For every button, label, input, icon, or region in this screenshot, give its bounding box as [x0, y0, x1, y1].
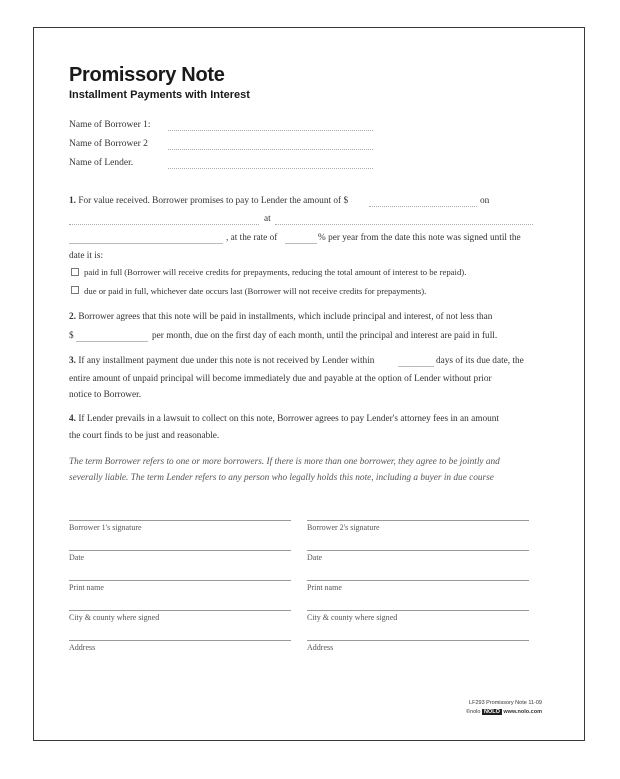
- para3-line1-post: days of its due date, the: [436, 356, 524, 366]
- footer-brand-line: [400, 709, 542, 715]
- borrower1-city-label: City & county where signed: [69, 613, 160, 622]
- borrower2-address-label: Address: [307, 643, 334, 652]
- para3-line1: [69, 357, 374, 366]
- para3-text: If any installment payment due under this note is not received by Lender within: [78, 356, 375, 366]
- borrower1-date-line[interactable]: [69, 550, 291, 551]
- borrower1-label: Name of Borrower 1:: [69, 120, 151, 130]
- para1-at: at: [264, 214, 271, 224]
- para4-text: If Lender prevails in a lawsuit to collect on this note, Borrower agrees to pay Lender's attorney fees in an amount: [78, 414, 499, 424]
- lender-name-field[interactable]: [168, 168, 373, 169]
- borrower1-print-name-line[interactable]: [69, 580, 291, 581]
- para2-text: Borrower agrees that this note will be paid in installments, which include principal and interest, of not less than: [78, 312, 493, 322]
- borrower1-date-label: Date: [69, 553, 85, 562]
- copyright: ©nolo: [465, 709, 481, 715]
- loan-date-field[interactable]: [69, 243, 223, 244]
- para2-dollar: $: [69, 331, 74, 341]
- para3-line3: notice to Borrower.: [69, 390, 142, 400]
- rate-pre: , at the rate of: [226, 233, 278, 243]
- para3-number: 3.: [69, 356, 76, 366]
- date-field[interactable]: [69, 224, 259, 225]
- borrower1-address-label: Address: [69, 643, 96, 652]
- option2-label: due or paid in full, whichever date occurs last (Borrower will not receive credits for prepayments).: [84, 286, 427, 296]
- para1-line1: [69, 197, 348, 206]
- borrower2-label: Name of Borrower 2: [69, 139, 148, 149]
- due-or-paid-checkbox[interactable]: [71, 286, 79, 294]
- borrower2-signature-line[interactable]: [307, 520, 529, 521]
- amount-field[interactable]: [369, 206, 477, 207]
- grace-days-field[interactable]: [398, 366, 434, 367]
- borrower1-address-line[interactable]: [69, 640, 291, 641]
- borrower2-print-name-label: Print name: [307, 583, 342, 592]
- page-subtitle: Installment Payments with Interest: [69, 89, 250, 101]
- borrower2-city-label: City & county where signed: [307, 613, 398, 622]
- installment-amount-field[interactable]: [76, 341, 148, 342]
- borrower1-signature-line[interactable]: [69, 520, 291, 521]
- borrower2-print-name-line[interactable]: [307, 580, 529, 581]
- rate-post: % per year from the date this note was signed until the: [318, 233, 521, 243]
- para2-number: 2.: [69, 312, 76, 322]
- borrower2-address-line[interactable]: [307, 640, 529, 641]
- borrower1-name-field[interactable]: [168, 130, 373, 131]
- para4-line2: the court finds to be just and reasonable.: [69, 431, 220, 441]
- borrower1-print-name-label: Print name: [69, 583, 104, 592]
- para1-number: 1.: [69, 196, 76, 206]
- terms-note-line2: severally liable. The term Lender refers to any person who legally holds this note, including a buyer in due course: [69, 473, 494, 483]
- para2-line2: per month, due on the first day of each month, until the principal and interest are paid in full.: [152, 331, 498, 341]
- terms-note-line1: The term Borrower refers to one or more borrowers. If there is more than one borrower, they agree to be jointly and: [69, 457, 500, 467]
- para1-text: For value received. Borrower promises to pay to Lender the amount of $: [78, 196, 349, 206]
- borrower2-date-label: Date: [307, 553, 323, 562]
- rate-field[interactable]: [285, 243, 317, 244]
- lender-label: Name of Lender.: [69, 158, 134, 168]
- nolo-logo: NOLO: [483, 709, 500, 715]
- para1-line3: date it is:: [69, 251, 104, 261]
- form-id: LF293 Promissory Note 11-09: [469, 700, 542, 706]
- para3-line2: entire amount of unpaid principal will become immediately due and payable at the option of Lender without prior: [69, 374, 492, 384]
- para1-on: on: [480, 196, 490, 206]
- website-url: www.nolo.com: [503, 709, 542, 715]
- para4-number: 4.: [69, 414, 76, 424]
- page-title: Promissory Note: [69, 64, 225, 86]
- paid-in-full-checkbox[interactable]: [71, 268, 79, 276]
- para2-line1: [69, 313, 492, 322]
- borrower2-date-line[interactable]: [307, 550, 529, 551]
- option1-label: paid in full (Borrower will receive credits for prepayments, reducing the total amount of interest to be repaid).: [84, 267, 467, 277]
- location-field[interactable]: [275, 224, 533, 225]
- borrower1-signature-label: Borrower 1's signature: [69, 523, 142, 532]
- para4-line1: [69, 415, 499, 424]
- borrower2-city-line[interactable]: [307, 610, 529, 611]
- borrower1-city-line[interactable]: [69, 610, 291, 611]
- borrower2-signature-label: Borrower 2's signature: [307, 523, 380, 532]
- borrower2-name-field[interactable]: [168, 149, 373, 150]
